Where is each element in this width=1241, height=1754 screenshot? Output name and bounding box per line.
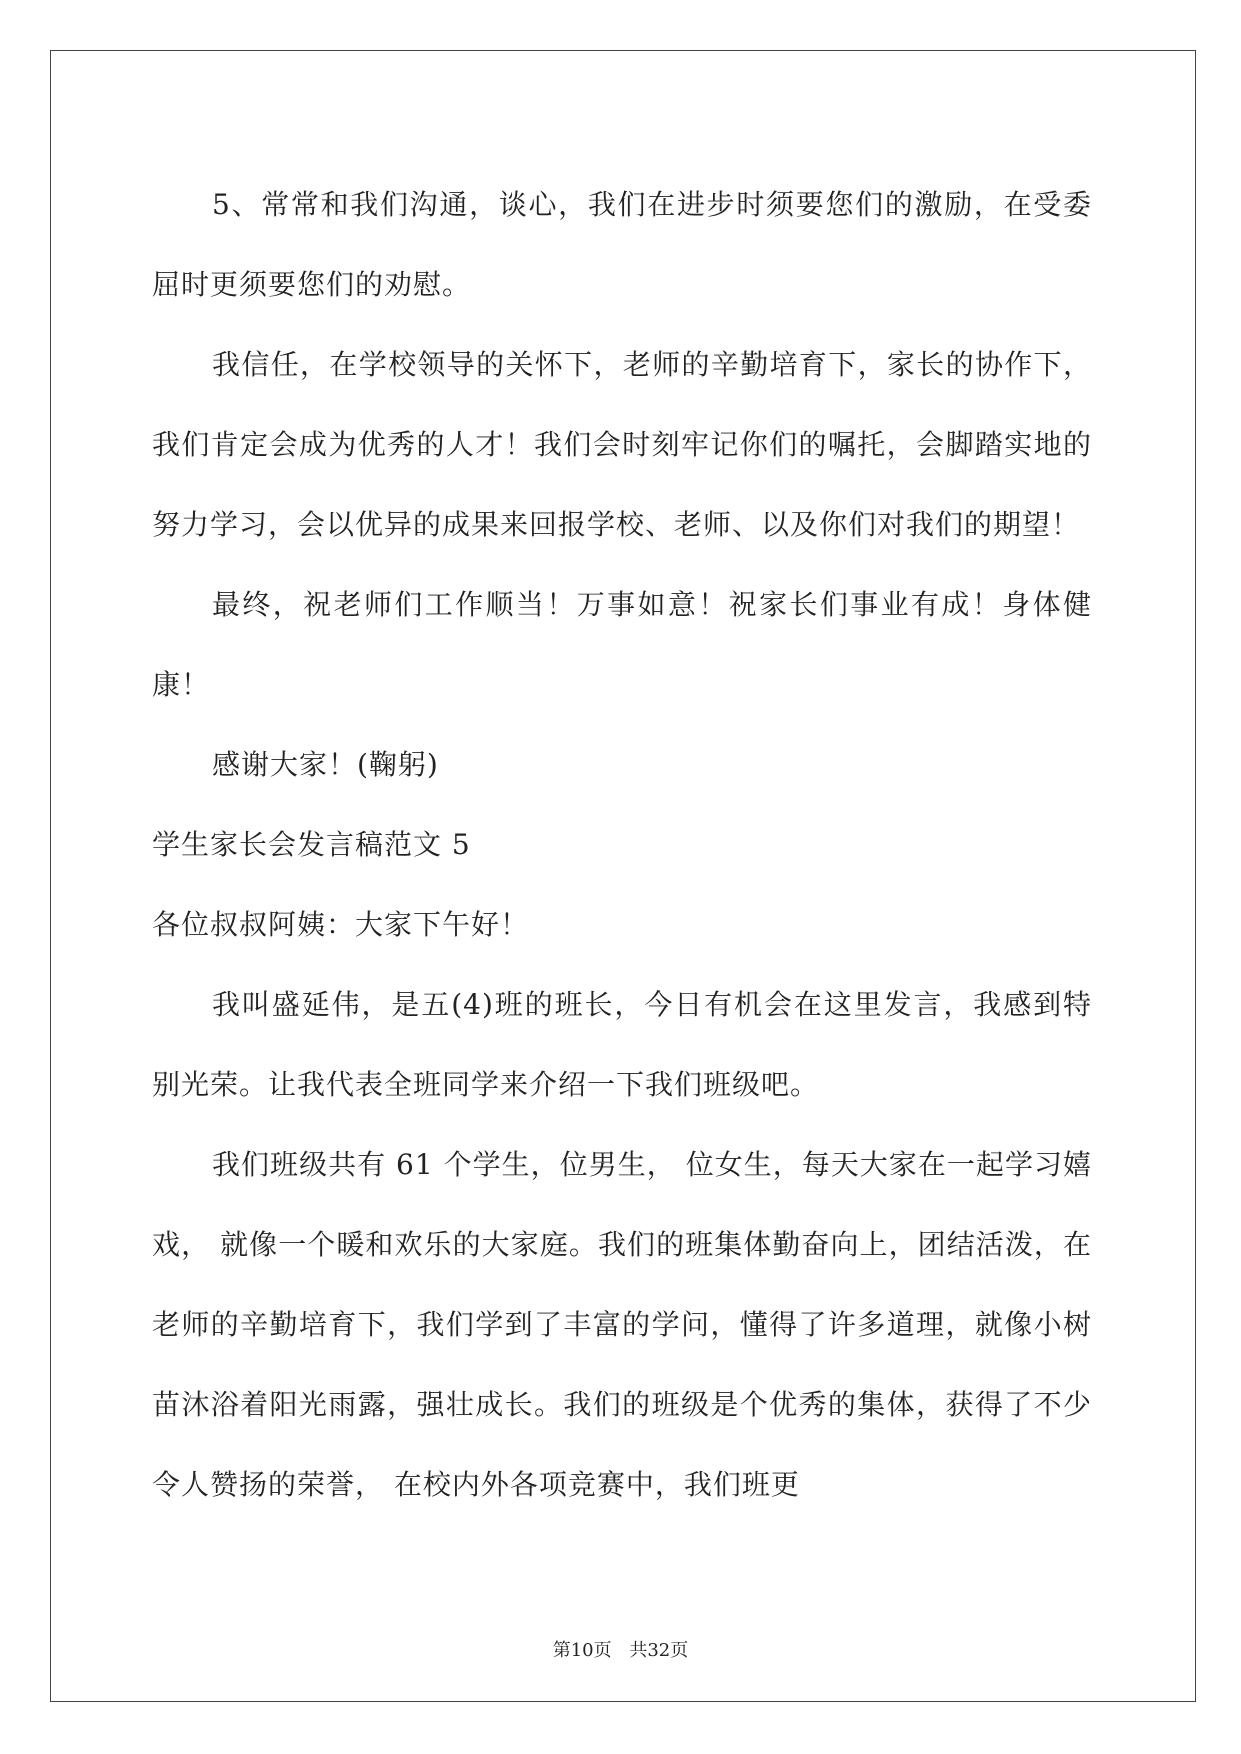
page-total: 共32页 bbox=[629, 1640, 689, 1661]
document-body bbox=[152, 165, 1092, 1525]
paragraph-2: 我信任，在学校领导的关怀下，老师的辛勤培育下，家长的协作下，我们肯定会成为优秀的人才！我们会时刻牢记你们的嘱托，会脚踏实地的努力学习，会以优异的成果来回报学校、老师、以及你们对我们的期望！ bbox=[152, 348, 1092, 541]
salutation: 各位叔叔阿姨：大家下午好！ bbox=[152, 908, 530, 941]
section-heading: 学生家长会发言稿范文 5 bbox=[152, 828, 471, 861]
page-number: 第10页 bbox=[552, 1640, 612, 1661]
paragraph-5: 我叫盛延伟，是五(4)班的班长，今日有机会在这里发言，我感到特别光荣。让我代表全班同学来介绍一下我们班级吧。 bbox=[152, 988, 1092, 1101]
paragraph-1: 5、常常和我们沟通，谈心，我们在进步时须要您们的激励，在受委屈时更须要您们的劝慰。 bbox=[152, 188, 1092, 301]
page-footer bbox=[0, 1636, 1241, 1662]
paragraph-4: 感谢大家！(鞠躬) bbox=[212, 748, 439, 781]
paragraph-6: 我们班级共有 61 个学生，位男生， 位女生，每天大家在一起学习嬉戏， 就像一个暖和欢乐的大家庭。我们的班集体勤奋向上，团结活泼，在老师的辛勤培育下，我们学到了丰富的学问，懂得了许多道理，就像小树苗沐浴着阳光雨露，强壮成长。我们的班级是个优秀的集体，获得了不少令人赞扬的荣誉， 在校内外各项竞赛中，我们班更 bbox=[152, 1148, 1092, 1501]
paragraph-3: 最终，祝老师们工作顺当！万事如意！祝家长们事业有成！身体健康！ bbox=[152, 588, 1092, 701]
